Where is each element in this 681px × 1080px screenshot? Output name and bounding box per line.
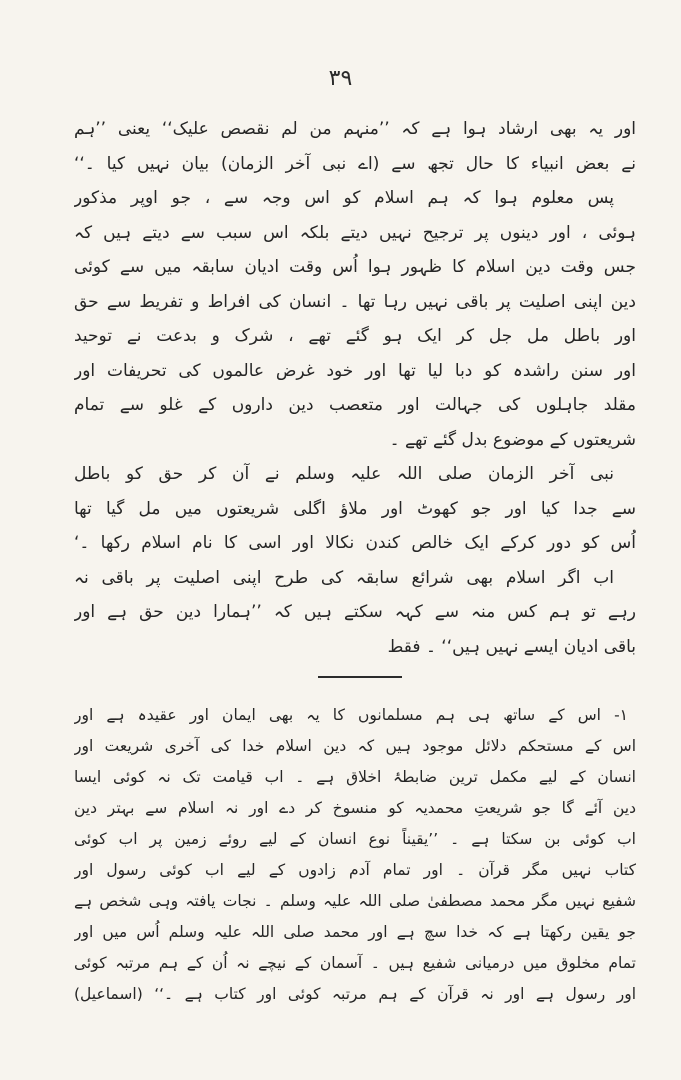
- footnote-line: شفیع نہیں مگر محمد مصطفیٰ صلی اللہ علیہ وسلم ۔ نجات یافتہ وہی شخص ہے: [74, 892, 636, 910]
- footnote-line: جو یقین رکھتا ہے کہ خدا سچ ہے اور محمد صلی اللہ علیہ وسلم اُس میں اور: [74, 923, 636, 941]
- text-line: اور باطل مل جل کر ایک ہو گئے تھے ، شرک و بدعت نے توحید: [74, 326, 636, 346]
- text-line: شریعتوں کے موضوع بدل گئے تھے ۔: [389, 429, 636, 450]
- text-line: اُس کو دور کرکے ایک خالص کندن نکالا اور اسی کا نام اسلام رکھا ۔‘: [74, 533, 636, 553]
- footnote-line: تمام مخلوق میں درمیانی شفیع ہیں ۔ آسمان کے نیچے نہ اُن کے ہم مرتبہ کوئی: [74, 954, 636, 972]
- text-line: اب اگر اسلام بھی شرائع سابقہ کی طرح اپنی اصلیت پر باقی نہ: [74, 567, 614, 588]
- footnote-separator: [318, 676, 402, 678]
- text-line: ہوئی ، اور دینوں پر ترجیح نہیں دیتے بلکہ اس سبب سے دیتے ہیں کہ: [74, 222, 636, 243]
- footnote-line: کتاب نہیں مگر قرآن ۔ اور تمام آدم زادوں کے لیے اب کوئی رسول اور: [74, 861, 636, 879]
- text-line: اور سنن راشدہ کو دبا لیا تھا اور خود غرض عالموں کی تحریفات اور: [74, 360, 636, 381]
- footnote-line: انسان کے لیے مکمل ترین ضابطۂ اخلاق ہے ۔ اب قیامت تک نہ کوئی ایسا: [74, 768, 636, 786]
- text-line: رہے تو ہم کس منہ سے کہہ سکتے ہیں کہ ’’ہمارا دین حق ہے اور: [74, 602, 636, 622]
- text-line: مقلد جاہلوں کی جہالت اور متعصب دین داروں کے غلو سے تمام: [74, 395, 636, 415]
- text-line: سے جدا کیا اور جو کھوٹ اور ملاؤ اگلی شریعتوں میں مل گیا تھا: [74, 498, 636, 519]
- footnote: [74, 700, 636, 1010]
- page-number: ۳۹: [328, 66, 353, 91]
- footnote-line: اور رسول ہے اور نہ قرآن کے ہم مرتبہ کوئی اور کتاب ہے ۔‘‘ (اسماعیل): [74, 985, 636, 1003]
- text-line: اور یہ بھی ارشاد ہوا ہے کہ ’’منہم من لم نقصص علیک‘‘ یعنی ’’ہم: [74, 119, 636, 139]
- text-line: دین اپنی اصلیت پر باقی نہیں رہا تھا ۔ انسان کی افراط و تفریط سے حق: [74, 291, 636, 312]
- text-line: جس وقت دین اسلام کا ظہور ہوا اُس وقت ادیان سابقہ میں سے کوئی: [74, 257, 636, 277]
- text-line: پس معلوم ہوا کہ ہم اسلام کو اس وجہ سے ، جو اوپر مذکور: [74, 188, 614, 208]
- text-line: باقی ادیان ایسے نہیں ہیں‘‘ ۔ فقط: [387, 636, 636, 657]
- footnote-line: ۱- اس کے ساتھ ہی ہم مسلمانوں کا یہ بھی ایمان اور عقیدہ ہے اور: [74, 706, 628, 724]
- footnote-line: دین آئے گا جو شریعتِ محمدیہ کو منسوخ کر دے اور نہ اسلام سے بہتر دین: [74, 799, 636, 817]
- main-text: [74, 112, 636, 664]
- text-line: نے بعض انبیاء کا حال تجھ سے (اے نبی آخر الزمان) بیان نہیں کیا ۔‘‘: [74, 153, 636, 174]
- footnote-line: اس کے مستحکم دلائل موجود ہیں کہ دین اسلام خدا کی آخری شریعت اور: [74, 737, 636, 755]
- footnote-line: اب کوئی بن سکتا ہے ۔ ’’یقیناً نوع انسان کے لیے روئے زمین پر اب کوئی: [74, 830, 636, 848]
- text-line: نبی آخر الزمان صلی اللہ علیہ وسلم نے آن کر حق کو باطل: [74, 464, 614, 484]
